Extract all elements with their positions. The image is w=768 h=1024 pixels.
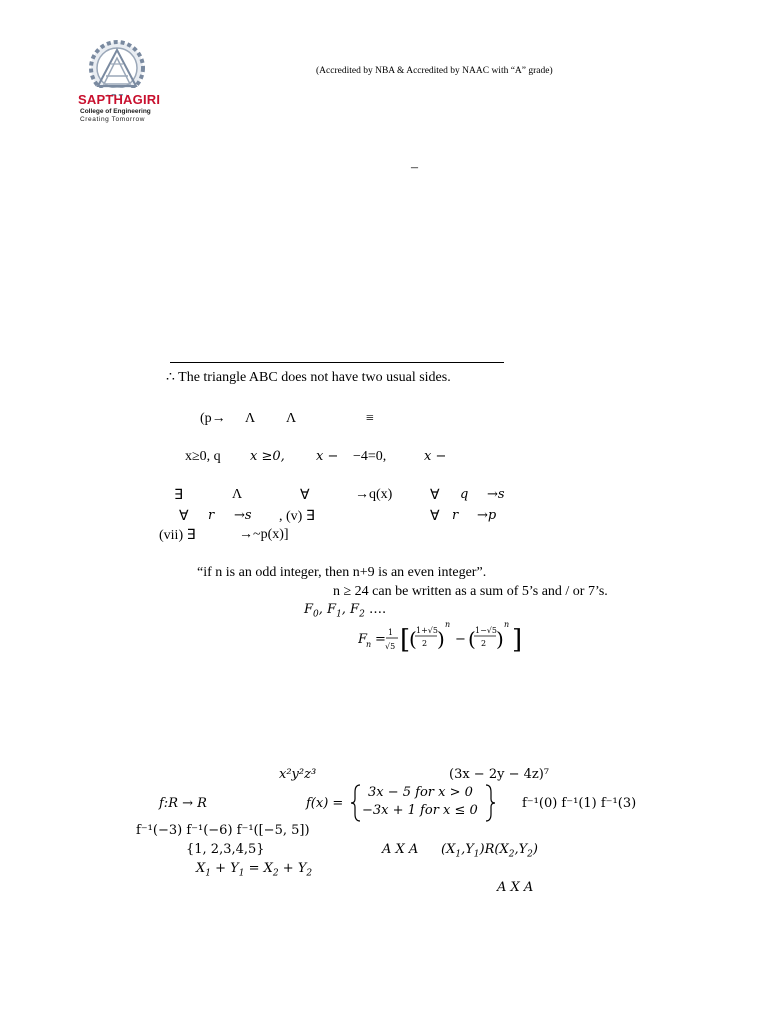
svg-text:2: 2 bbox=[422, 639, 428, 648]
accreditation-line: (Accredited by NBA & Accredited by NAAC with “A” grade) bbox=[316, 66, 553, 76]
q3-b: →~p(x)] bbox=[239, 527, 289, 542]
svg-text:1−√5: 1−√5 bbox=[475, 626, 497, 635]
q1-a: ∃ bbox=[174, 488, 183, 503]
cond-part-a: x≥0, q bbox=[185, 449, 221, 464]
number-set: {1, 2,3,4,5} bbox=[186, 842, 265, 857]
triangle-conclusion: ∴ The triangle ABC does not have two usual sides. bbox=[166, 370, 451, 385]
binet-formula bbox=[358, 618, 538, 665]
equiv-part-b: Λ bbox=[245, 411, 256, 426]
piecewise-brace-left-icon bbox=[350, 784, 362, 827]
preimage-list-a: f⁻¹(0) f⁻¹(1) f⁻¹(3) bbox=[522, 796, 637, 811]
equiv-part-c: Λ bbox=[286, 411, 297, 426]
svg-text:]: ] bbox=[512, 625, 523, 655]
logo-brand-text: SAPTHAGIRI bbox=[78, 92, 161, 107]
preimage-list-b: f⁻¹(−3) f⁻¹(−6) f⁻¹([−5, 5]) bbox=[136, 823, 310, 838]
binet-formula-graphic bbox=[358, 618, 538, 660]
cond-part-d: −4=0, bbox=[353, 449, 387, 464]
function-definition-lhs: f(x) = bbox=[306, 796, 344, 811]
svg-text:1+√5: 1+√5 bbox=[416, 626, 438, 635]
svg-text:√5: √5 bbox=[385, 642, 396, 651]
cartesian-product-2: A X A bbox=[497, 880, 534, 895]
q2-f: r bbox=[452, 508, 459, 523]
q2-e: ∀ bbox=[430, 509, 440, 524]
svg-text:1: 1 bbox=[388, 628, 394, 637]
svg-text:=: = bbox=[375, 632, 386, 647]
q2-g: →p bbox=[477, 508, 497, 523]
cond-part-c: x − bbox=[316, 449, 339, 464]
svg-text:n: n bbox=[445, 620, 451, 629]
relation-expression: $(X_1,Y_1)R(X_2,Y_2)$ bbox=[441, 842, 538, 860]
piecewise-brace-right-icon bbox=[484, 784, 496, 827]
svg-text:n: n bbox=[366, 640, 372, 649]
svg-text:[: [ bbox=[400, 625, 411, 655]
sum-claim-text: n ≥ 24 can be written as a sum of 5’s and / or 7’s. bbox=[333, 584, 608, 599]
q2-d: , (v) ∃ bbox=[279, 509, 315, 524]
piecewise-case-2: −3x + 1 for x ≤ 0 bbox=[362, 803, 478, 818]
svg-text:): ) bbox=[437, 627, 445, 651]
q1-b: Λ bbox=[232, 487, 243, 502]
svg-text:n: n bbox=[504, 620, 510, 629]
q1-c: ∀ bbox=[300, 488, 310, 503]
cond-part-b: x ≥0, bbox=[250, 449, 285, 464]
piecewise-case-1: 3x − 5 for x > 0 bbox=[368, 785, 473, 800]
function-mapping: f:R → R bbox=[159, 796, 207, 811]
svg-text:F: F bbox=[358, 632, 368, 647]
q2-a: ∀ bbox=[179, 509, 189, 524]
q2-c: →s bbox=[234, 508, 252, 523]
q1-f: q bbox=[460, 487, 469, 502]
binomial-expression: (3x − 2y − 4z)⁷ bbox=[449, 767, 550, 782]
relation-condition: $X_1 + Y_1 = X_2 + Y_2$ bbox=[196, 861, 313, 879]
equiv-part-a: (p→ bbox=[200, 411, 226, 426]
svg-text:2: 2 bbox=[481, 639, 487, 648]
logo-tagline: Creating Tomorrow bbox=[80, 116, 145, 123]
q2-b: r bbox=[208, 508, 215, 523]
college-logo bbox=[76, 36, 161, 128]
q1-d: →q(x) bbox=[355, 487, 393, 502]
equiv-part-d: ≡ bbox=[366, 411, 374, 426]
cond-part-e: x − bbox=[424, 449, 447, 464]
cartesian-product-1: A X A bbox=[382, 842, 419, 857]
svg-text:): ) bbox=[496, 627, 504, 651]
dash-mark: – bbox=[411, 160, 418, 175]
fibonacci-sequence: $F_0$, $F_1$, $F_2$ …. bbox=[304, 602, 387, 620]
q1-g: →s bbox=[487, 487, 505, 502]
section-divider bbox=[170, 362, 504, 363]
gear-emblem-icon bbox=[76, 36, 158, 96]
svg-text:(: ( bbox=[409, 627, 417, 651]
odd-even-statement: “if n is an odd integer, then n+9 is an even integer”. bbox=[197, 565, 487, 580]
q1-e: ∀ bbox=[430, 488, 440, 503]
logo-subtitle: College of Engineering bbox=[80, 108, 151, 115]
svg-text:−: − bbox=[455, 632, 466, 647]
q3-a: (vii) ∃ bbox=[159, 528, 196, 543]
sum-claim bbox=[333, 584, 608, 600]
svg-text:(: ( bbox=[468, 627, 476, 651]
monomial-term: x²y²z³ bbox=[279, 767, 317, 782]
